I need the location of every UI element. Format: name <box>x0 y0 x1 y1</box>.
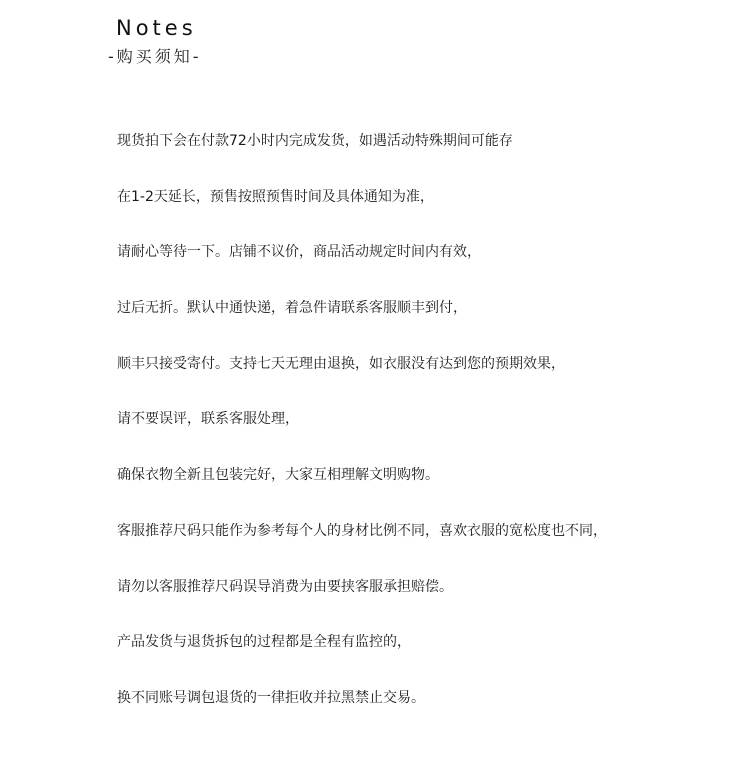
notes-list <box>117 127 607 740</box>
note-line: 过后无折。默认中通快递，着急件请联系客服顺丰到付， <box>117 300 467 317</box>
note-line: 客服推荐尺码只能作为参考每个人的身材比例不同，喜欢衣服的宽松度也不同， <box>117 522 607 539</box>
note-line: 请不要误评，联系客服处理， <box>117 411 299 428</box>
note-line: 现货拍下会在付款72小时内完成发货，如遇活动特殊期间可能存 <box>117 133 513 149</box>
note-line: 产品发货与退货拆包的过程都是全程有监控的， <box>117 634 411 651</box>
note-line: 请耐心等待一下。店铺不议价，商品活动规定时间内有效， <box>117 244 481 261</box>
note-line: 确保衣物全新且包装完好，大家互相理解文明购物。 <box>117 467 439 484</box>
notes-header <box>108 14 202 68</box>
page-subtitle: -购买须知- <box>108 47 202 66</box>
note-line: 在1-2天延长，预售按照预售时间及具体通知为准， <box>117 188 434 205</box>
page-title: Notes <box>116 16 197 40</box>
note-line: 顺丰只接受寄付。支持七天无理由退换，如衣服没有达到您的预期效果， <box>117 355 565 372</box>
note-line: 请勿以客服推荐尺码误导消费为由要挟客服承担赔偿。 <box>117 578 453 595</box>
note-line: 换不同账号调包退货的一律拒收并拉黑禁止交易。 <box>117 689 425 706</box>
